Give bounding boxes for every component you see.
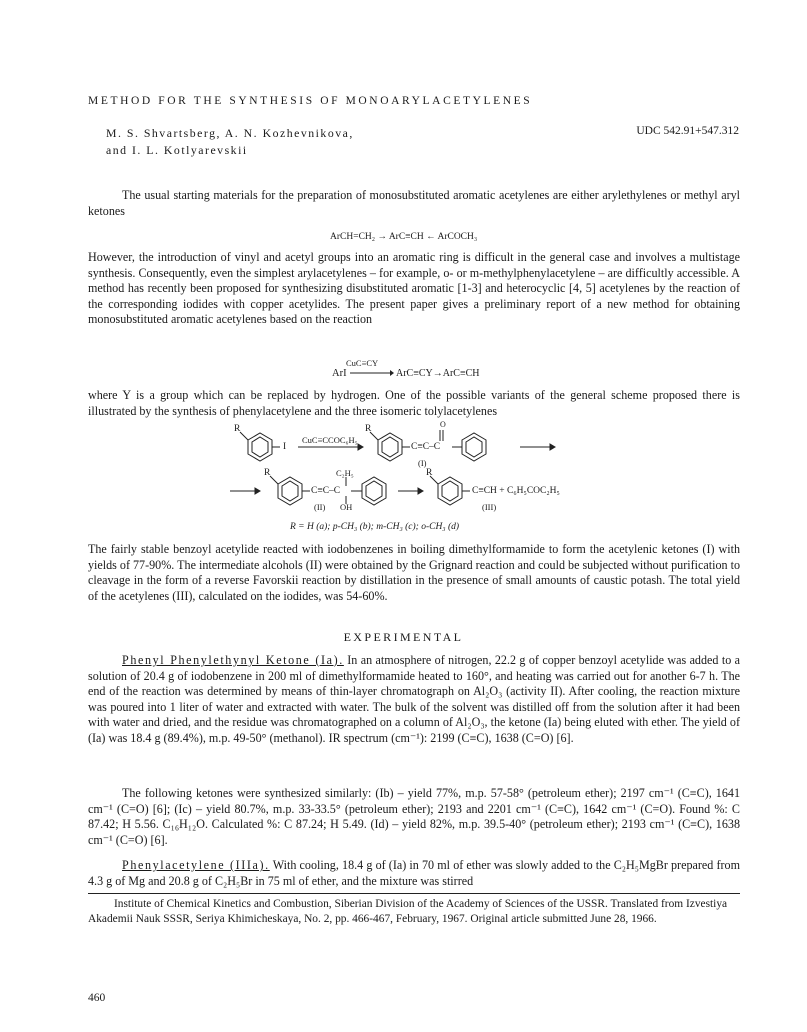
equation-1: ArCH=CH₂ → ArC≡CH ← ArCOCH₃ [330,232,478,242]
scheme-oxygen: O [440,420,446,429]
page-number: 460 [88,992,106,1004]
paragraph-4: The fairly stable benzoyl acetylide reacted with iodobenzenes in boiling dimethylformamide to form the acetylenic ketones (I) with yields of 77-90%. The intermediate alcohols (II) were obtained by the Grignard reaction and could be subjected without purification to cleavage in the form of a reverse Favorskii reaction by distillation in the presence of small amounts of caustic potash. The total yield of the acetylenes (III), calculated on the iodides, was 54-60%. [88,542,740,603]
r-definitions: R = H (a); p-CH₃ (b); m-CH₃ (c); o-CH₃ (d) [290,522,460,532]
scheme-hydroxyl: OH [340,502,353,512]
exp3-text: With cooling, 18.4 g of (Ia) in 70 ml of ether was slowly added to the C₂H₅MgBr prepared from 4.3 g of Mg and 20.8 g of C₂H₅Br in 75 ml of ether, and the mixture was stirred [88,858,740,888]
scheme-ketone-chain: C≡C–C [411,442,441,452]
experimental-paragraph-1 [88,653,740,747]
equation-2-left: ArI [332,368,347,379]
equation-2-right: ArC≡CY→ArC≡CH [396,368,480,379]
scheme-ethyl: C₂H₅ [336,468,354,478]
author-line-1: M. S. Shvartsberg, A. N. Kozhevnikova, [106,126,354,140]
scheme-drawing [220,420,590,520]
exp3-heading: Phenylacetylene (IIIa). [122,858,270,872]
experimental-heading: EXPERIMENTAL [343,630,464,644]
exp1-heading: Phenyl Phenylethynyl Ketone (Ia). [122,653,344,667]
udc-code: UDC 542.91+547.312 [636,125,739,137]
scheme-reagent: CuC≡CCOC₆H₅ [302,435,358,445]
scheme-label-3: (III) [482,502,497,512]
scheme-label-1: (I) [418,458,427,468]
scheme-r-3: R [264,468,271,478]
paragraph-2: However, the introduction of vinyl and acetyl groups into an aromatic ring is difficult in the general case and involves a multistage synthesis. Consequently, even the simplest arylacetylenes – for example, o- or m-methylphenylacetylene – are difficultly accessible. A method has recently been proposed for synthesizing disubstituted aromatic [1-3] and heterocyclic [4, 5] acetylenes by the reaction of the corresponding iodides with copper acetylides. The present paper gives a preliminary report of a new method for obtaining monosubstituted aromatic acetylenes based on the reaction [88,250,740,327]
scheme-product: C≡CH + C₆H₅COC₂H₅ [472,486,560,496]
scheme-r-4: R [426,468,433,478]
scheme-alcohol-chain: C≡C–C [311,486,341,496]
scheme-iodine: I [283,442,287,452]
scheme-label-2: (II) [314,502,326,512]
scheme-r-1: R [234,424,241,434]
equation-2-arrow [350,368,394,378]
author-list [106,125,354,159]
experimental-paragraph-3 [88,858,740,889]
footnote: Institute of Chemical Kinetics and Combustion, Siberian Division of the Academy of Sciences of the USSR. Translated from Izvestiya Akademii Nauk SSSR, Seriya Khimicheskaya, No. 2, pp. 466-467, February, 1967. Original article submitted June 28, 1966. [88,898,728,925]
intro-paragraph: The usual starting materials for the preparation of monosubstituted aromatic acetylenes are either arylethylenes or methyl aryl ketones [88,188,740,218]
equation-2-reagent: CuC≡CY [346,358,379,368]
exp1-text: In an atmosphere of nitrogen, 22.2 g of copper benzoyl acetylide was added to a solution of 20.4 g of iodobenzene in 200 ml of dimethylformamide heated to 160°, and heating was carried out for another 6-7 h. The end of the reaction was determined by means of thin-layer chromatograph on Al₂O₃ (activity II). After cooling, the reaction mixture was poured into 1 liter of water and extracted with water. The bulk of the solvent was distilled off from the solution after it had been with water and dried, and the residue was chromatographed on a column of Al₂O₃, the ketone (Ia) being eluted with ether. The yield of (Ia) was 18.4 g (89.4%), m.p. 49-50° (methanol). IR spectrum (cm⁻¹): 2199 (C≡C), 1638 (C=O) [6]. [88,653,741,745]
article-title: METHOD FOR THE SYNTHESIS OF MONOARYLACETYLENES [88,95,533,107]
footnote-rule [88,893,740,894]
paragraph-3: where Y is a group which can be replaced by hydrogen. One of the possible variants of the general scheme proposed there is illustrated by the synthesis of phenylacetylene and the three isomeric tolylacetylenes [88,388,740,418]
author-line-2: and I. L. Kotlyarevskii [106,143,248,157]
scheme-r-2: R [365,424,372,434]
experimental-paragraph-2: The following ketones were synthesized similarly: (Ib) – yield 77%, m.p. 57-58° (petroleum ether); 2197 cm⁻¹ (C≡C), 1641 cm⁻¹ (C=O) [6]; (Ic) – yield 80.7%, m.p. 33-33.5° (petroleum ether); 2193 and 2201 cm⁻¹ (C≡C), 1642 cm⁻¹ (C=O). Found %: C 87.42; H 5.56. C₁₆H₁₂O. Calculated %: C 87.24; H 5.49. (Id) – yield 82%, m.p. 39.5-40° (petroleum ether); 2193 cm⁻¹ (C≡C), 1638 cm⁻¹ (C=O) [6]. [88,786,740,847]
